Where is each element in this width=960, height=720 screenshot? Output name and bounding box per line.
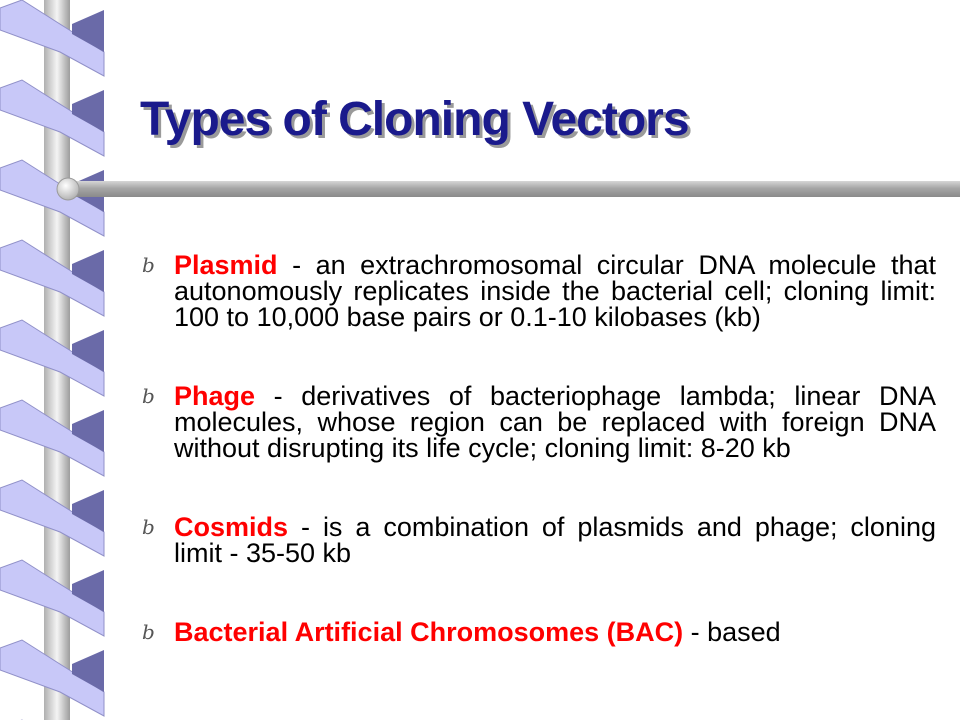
bullet-text: - derivatives of bacteriophage lambda; linear DNA molecules, whose region can be replaced with foreign DNA without disrupting its life cycle; cloning limit: 8-20 kb bbox=[174, 381, 936, 463]
bullet-marker-icon: b bbox=[142, 620, 155, 644]
bullet-list bbox=[142, 252, 936, 698]
bullet-term: Cosmids bbox=[174, 512, 289, 542]
bullet-marker-icon: b bbox=[142, 253, 155, 277]
bullet-marker-icon: b bbox=[142, 384, 155, 408]
bullet-term: Bacterial Artificial Chromosomes (BAC) bbox=[174, 617, 684, 647]
bullet-item-cosmids bbox=[142, 514, 936, 566]
decorative-ribbon bbox=[0, 0, 110, 720]
title-bar-knob bbox=[57, 178, 79, 200]
slide-title: Types of Cloning Vectors bbox=[140, 93, 689, 146]
bullet-item-phage bbox=[142, 383, 936, 461]
bullet-term: Phage bbox=[174, 381, 256, 411]
bullet-text: - based bbox=[683, 617, 781, 647]
bullet-item-bac bbox=[142, 619, 936, 645]
bullet-item-plasmid bbox=[142, 252, 936, 330]
title-underline-bar bbox=[56, 177, 960, 201]
bullet-marker-icon: b bbox=[142, 515, 155, 539]
bullet-term: Plasmid bbox=[174, 250, 278, 280]
bullet-text: - an extrachromosomal circular DNA molecule that autonomously replicates inside the bacterial cell; cloning limit: 100 to 10,000 base pairs or 0.1-10 kilobases (kb) bbox=[174, 250, 936, 332]
title-bar-rod bbox=[66, 181, 960, 197]
bullet-text: - is a combination of plasmids and phage; cloning limit - 35-50 kb bbox=[174, 512, 936, 568]
